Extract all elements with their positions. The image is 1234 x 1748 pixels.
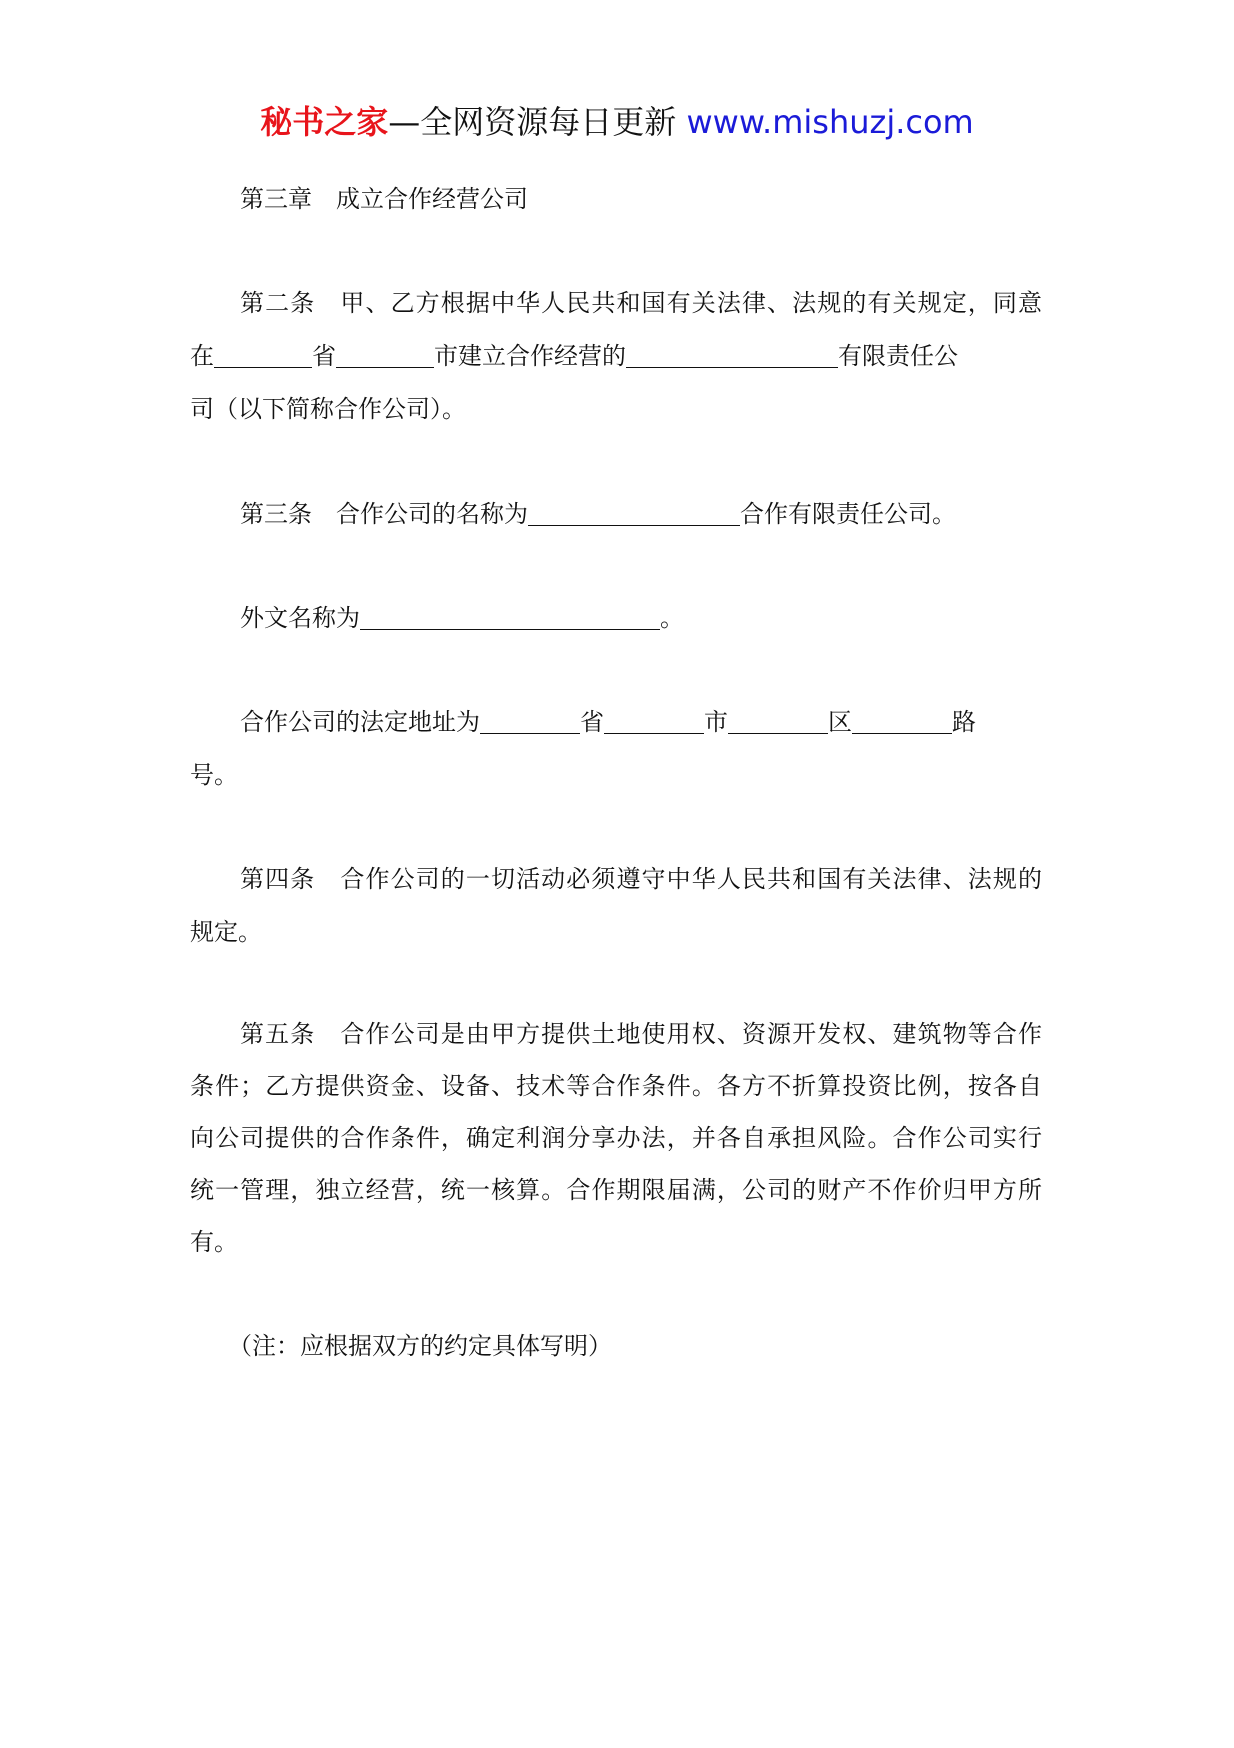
address-sheng: 省 [580, 708, 604, 736]
address-qu: 区 [828, 708, 852, 736]
address-road-blank [852, 707, 952, 734]
address-line [240, 704, 1042, 740]
article4-label: 第四条 [240, 865, 316, 893]
article3-label: 第三条 [240, 500, 312, 528]
site-url-link[interactable]: www.mishuzj.com [686, 103, 974, 141]
article4-line2: 规定。 [190, 918, 262, 946]
article2-youxian: 有限责任公 [838, 342, 958, 370]
address-city-blank [604, 707, 704, 734]
article4-text-1: 合作公司的一切活动必须遵守中华人民共和国有关法律、法规的 [339, 865, 1043, 893]
article2-zai: 在 [190, 342, 214, 370]
article2-label: 第二条 [240, 289, 316, 317]
article5-line4: 统一管理，独立经营，统一核算。合作期限届满，公司的财产不作价归甲方所 [190, 1176, 1042, 1204]
foreign-name-prefix: 外文名称为 [240, 604, 360, 632]
header-slogan: —全网资源每日更新 [388, 103, 677, 141]
article5-line2: 条件；乙方提供资金、设备、技术等合作条件。各方不折算投资比例，按各自 [190, 1072, 1042, 1100]
address-lu: 路 [952, 708, 976, 736]
article2-shi: 市建立合作经营的 [434, 342, 626, 370]
article2-line1 [240, 285, 1042, 321]
article2-line2 [190, 338, 1042, 374]
address-district-blank [728, 707, 828, 734]
address-line2: 号。 [190, 761, 238, 789]
article2-line3: 司（以下简称合作公司）。 [190, 395, 466, 423]
chapter-number: 第三章 [240, 185, 312, 213]
article3 [240, 496, 1042, 532]
address-prefix: 合作公司的法定地址为 [240, 708, 480, 736]
note: （注：应根据双方的约定具体写明） [228, 1332, 612, 1360]
article5-text-1: 合作公司是由甲方提供土地使用权、资源开发权、建筑物等合作 [339, 1020, 1043, 1048]
article5-line1 [240, 1016, 1042, 1052]
foreign-name-suffix: 。 [660, 604, 684, 632]
article3-prefix: 合作公司的名称为 [336, 500, 528, 528]
article5-label: 第五条 [240, 1020, 316, 1048]
article5-line3: 向公司提供的合作条件，确定利润分享办法，并各自承担风险。合作公司实行 [190, 1124, 1042, 1152]
foreign-name-line [240, 600, 1042, 636]
site-header [0, 100, 1234, 144]
company-name-blank [528, 499, 740, 526]
address-province-blank [480, 707, 580, 734]
article2-text-1: 甲、乙方根据中华人民共和国有关法律、法规的有关规定，同意 [339, 289, 1043, 317]
address-shi: 市 [704, 708, 728, 736]
brand-name: 秘书之家 [260, 103, 389, 141]
province-blank [214, 341, 312, 368]
chapter-heading [240, 181, 1042, 217]
article5-line5: 有。 [190, 1228, 238, 1256]
article3-suffix: 合作有限责任公司。 [740, 500, 956, 528]
article2-sheng: 省 [312, 342, 336, 370]
city-blank [336, 341, 434, 368]
foreign-name-blank [360, 603, 660, 630]
article4-line1 [240, 861, 1042, 897]
chapter-title: 成立合作经营公司 [336, 185, 528, 213]
company-blank [626, 341, 838, 368]
